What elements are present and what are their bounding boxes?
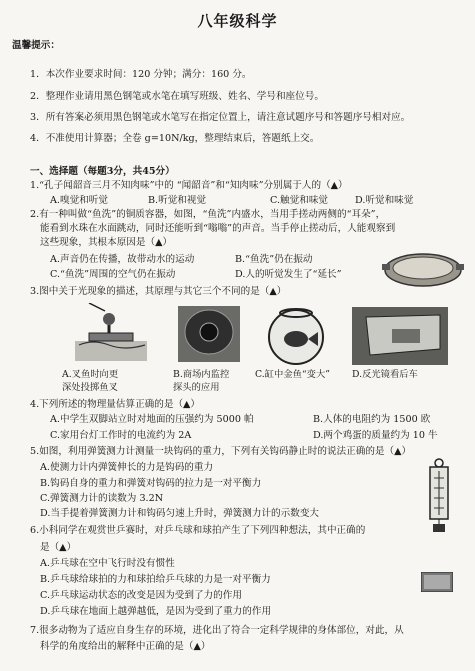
option: 深处投掷鱼叉: [62, 382, 118, 393]
question-stem: 3.图中关于光现象的描述，其原理与其它三个不同的是（▲）: [30, 286, 287, 297]
question-stem: 2.有一种叫做“鱼洗”的铜质容器，如图，“鱼洗”内盛水，当用手搓动两侧的“耳朵”，: [30, 209, 386, 220]
section-heading: 一、选择题（每题3分，共45分）: [30, 166, 175, 177]
rearview-mirror-image: [352, 307, 448, 365]
option: A.乒乓球在空中飞行时没有惯性: [40, 558, 175, 569]
option: B.听觉和视觉: [148, 195, 207, 206]
option: B.乒乓球给球拍的力和球拍给乒乓球的力是一对平衡力: [40, 574, 271, 585]
question-stem: 是（▲）: [40, 542, 77, 553]
option: C.缸中金鱼“变大”: [255, 369, 331, 380]
spring-scale-image: [424, 458, 454, 532]
option: B.人体的电阻约为 1500 欧: [313, 414, 431, 425]
option: A.声音仍在传播，故带动水的运动: [50, 254, 195, 265]
tip-item: 2．整理作业请用黑色钢笔或水笔在填写班级、姓名、学号和座位号。: [30, 91, 324, 102]
ping-pong-image: [421, 572, 453, 592]
spear-fishing-image: [75, 303, 147, 361]
option: A.中学生双脚站立时对地面的压强约为 5000 帕: [50, 414, 254, 425]
option: C.乒乓球运动状态的改变是因为受到了力的作用: [40, 590, 242, 601]
option: D.乒乓球在地面上越弹越低，是因为受到了重力的作用: [40, 606, 272, 617]
question-stem: 科学的角度给出的解释中正确的是（▲）: [40, 641, 211, 652]
question-stem: 4.下列所述的物理量估算正确的是（▲）: [30, 399, 201, 410]
question-stem: 6.小科同学在观赏世乒赛时，对乒乓球和球拍产生了下列四种想法，其中正确的: [30, 525, 366, 536]
tips-heading: 温馨提示：: [12, 40, 60, 51]
option: B.“鱼洗”仍在振动: [235, 254, 313, 265]
fish-basin-image: [380, 246, 466, 294]
question-stem: 5.如图，利用弹簧测力计测量一块钩码的重力，下列有关钩码静止时的说法正确的是（▲）: [30, 446, 412, 457]
option: A.嗅觉和听觉: [50, 195, 108, 206]
question-stem: 这些现象，其根本原因是（▲）: [40, 237, 173, 248]
option: B.钩码自身的重力和弹簧对钩码的拉力是一对平衡力: [40, 478, 262, 489]
question-stem: 7.很多动物为了适应自身生存的环境，进化出了符合一定科学规律的身体部位，对此，从: [30, 625, 404, 636]
option: D.反光镜看后车: [352, 369, 418, 380]
option: D.两个鸡蛋的质量约为 10 牛: [313, 430, 438, 441]
question-stem: 能看到水珠在水面跳动，同时还能听到“嗡嗡”的声音。当手停止搓动后，人能观察到: [40, 223, 396, 234]
option: 探头的应用: [173, 382, 220, 393]
tip-item: 1．本次作业要求时间：120 分钟；满分：160 分。: [30, 69, 252, 80]
goldfish-bowl-image: [262, 305, 330, 365]
tip-item: 4．不准使用计算器；全卷 g=10N/kg，整理结束后，答题纸上交。: [30, 133, 320, 144]
tip-item: 3．所有答案必须用黑色钢笔或水笔写在指定位置上，请注意试题序号和答题序号相对应。: [30, 112, 411, 123]
option: C.“鱼洗”周围的空气仍在振动: [50, 269, 176, 280]
question-stem: 1.“孔子闻韶音三月不知肉味”中的 “闻韶音”和“知肉味”分别属于人的（▲）: [30, 180, 348, 191]
option: D.听觉和味觉: [355, 195, 414, 206]
option: C.家用台灯工作时的电流约为 2A: [50, 430, 192, 441]
option: C.触觉和味觉: [270, 195, 329, 206]
option: D.当手提着弹簧测力计和钩码匀速上升时，弹簧测力计的示数变大: [40, 508, 320, 519]
option: D.人的听觉发生了“延长”: [235, 269, 342, 280]
option: A.叉鱼时向更: [62, 369, 119, 380]
option: A.使测力计内弹簧伸长的力是钩码的重力: [40, 462, 214, 473]
page-title: 八年级科学: [197, 12, 278, 30]
option: B.商场内监控: [173, 369, 230, 380]
option: C.弹簧测力计的读数为 3.2N: [40, 493, 164, 504]
surveillance-camera-image: [178, 306, 240, 362]
